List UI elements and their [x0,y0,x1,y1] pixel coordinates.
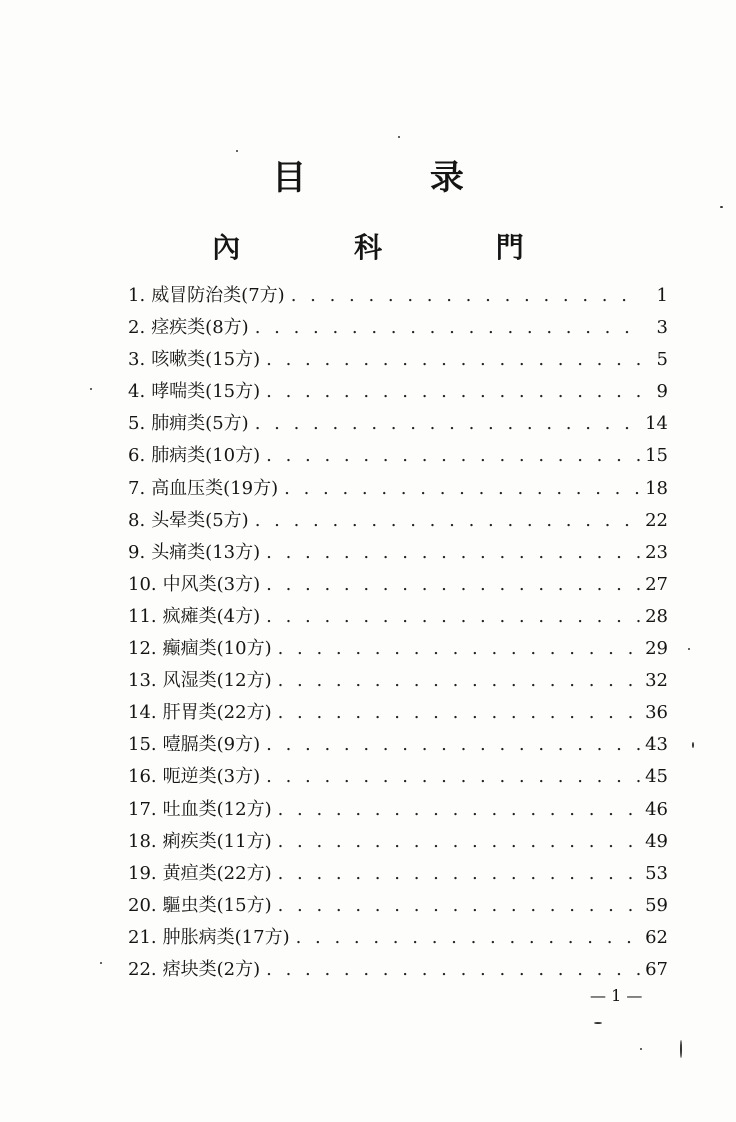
entry-title: 肺病类(10方) [151,445,261,467]
entry-page: 28 [645,605,668,627]
entry-number: 13. [128,670,157,692]
entry-title: 驅虫类(15方) [162,894,272,916]
entry-number: 1. [128,285,146,306]
dot-leader [284,473,640,505]
entry-title: 风湿类(12方) [162,670,272,692]
entry-title: 噎膈类(9方) [162,734,261,756]
entry-number: 15. [128,734,157,756]
dot-leader [278,697,640,729]
entry-number: 16. [128,766,157,788]
entry-title: 呃逆类(3方) [162,766,261,788]
entry-page: 45 [645,766,668,788]
entry-number: 22. [128,958,157,980]
entry-title: 哮喘类(15方) [151,381,261,403]
dot-leader [255,408,640,440]
entry-page: 59 [645,894,668,916]
entry-number: 2. [128,317,146,339]
entry-title: 肝胃类(22方) [162,702,272,724]
entry-title: 中风类(3方) [162,573,261,595]
dot-leader [266,601,640,633]
entry-number: 14. [128,702,157,724]
entry-title: 肿胀病类(17方) [162,926,290,948]
entry-page: 27 [645,573,668,595]
dot-leader [266,344,640,376]
entry-number: 6. [128,445,146,467]
entry-number: 18. [128,830,157,852]
toc-entry [128,858,668,890]
entry-title: 头痛类(13方) [151,541,261,563]
entry-title: 肺痈类(5方) [151,413,249,435]
dot-leader [278,858,640,890]
entry-number: 8. [128,509,146,531]
toc-entry [128,761,668,793]
entry-page: 43 [645,734,668,756]
entry-number: 3. [128,349,146,371]
toc-entry [128,794,668,826]
dot-leader [255,312,640,344]
entry-page: 1 [656,285,668,306]
entry-page: 62 [645,926,668,948]
entry-page: 9 [656,381,668,403]
toc-entry [128,376,668,408]
entry-title: 威冒防治类(7方) [151,285,285,306]
toc-entry [128,569,668,601]
toc-entry [128,537,668,569]
toc-entry [128,633,668,665]
entry-page: 15 [645,445,668,467]
dot-leader [266,569,640,601]
dot-leader [266,761,640,793]
entry-title: 高血压类(19方) [151,477,279,499]
entry-title: 疯瘫类(4方) [162,605,261,627]
entry-page: 49 [645,830,668,852]
toc-entry [128,505,668,537]
toc-entry [128,729,668,761]
toc-entry [128,890,668,922]
toc-entry [128,665,668,697]
toc-entry [128,440,668,472]
entry-title: 痢疾类(11方) [162,830,272,852]
entry-page: 23 [645,541,668,563]
entry-page: 3 [656,317,668,339]
toc-entry [128,408,668,440]
entry-title: 黄疸类(22方) [162,862,272,884]
entry-title: 痉疾类(8方) [151,317,249,339]
toc-entry [128,922,668,954]
entry-page: 18 [645,477,668,499]
section-heading: 內 科 門 [212,231,576,264]
entry-page: 29 [645,638,668,660]
dot-leader [255,505,640,537]
entry-number: 12. [128,638,157,660]
table-of-contents [128,280,668,986]
entry-number: 10. [128,573,157,595]
toc-entry [128,344,668,376]
toc-entry [128,601,668,633]
dot-leader [291,280,640,312]
entry-number: 4. [128,381,146,403]
toc-entry [128,312,668,344]
dot-leader [266,537,640,569]
entry-page: 36 [645,702,668,724]
entry-page: 46 [645,798,668,820]
entry-page: 53 [645,862,668,884]
entry-page: 67 [645,958,668,980]
entry-title: 头晕类(5方) [151,509,249,531]
toc-entry [128,280,668,312]
entry-title: 癫痼类(10方) [162,638,272,660]
entry-title: 痞块类(2方) [162,958,261,980]
dot-leader [278,665,640,697]
entry-number: 17. [128,798,157,820]
entry-page: 14 [645,413,668,435]
entry-page: 32 [645,670,668,692]
page-title: 目 录 [272,158,520,198]
toc-entry [128,826,668,858]
entry-number: 19. [128,862,157,884]
entry-page: 22 [645,509,668,531]
dot-leader [278,794,640,826]
entry-number: 7. [128,477,146,499]
dot-leader [266,729,640,761]
entry-number: 9. [128,541,146,563]
entry-title: 吐血类(12方) [162,798,272,820]
dot-leader [266,440,640,472]
dot-leader [266,954,640,986]
dot-leader [278,826,640,858]
dot-leader [266,376,640,408]
toc-entry [128,697,668,729]
entry-page: 5 [656,349,668,371]
entry-number: 21. [128,926,157,948]
entry-title: 咳嗽类(15方) [151,349,261,371]
dot-leader [278,633,640,665]
entry-number: 20. [128,894,157,916]
toc-entry [128,473,668,505]
entry-number: 5. [128,413,146,435]
dot-leader [278,890,640,922]
dot-leader [296,922,640,954]
toc-entry [128,954,668,986]
entry-number: 11. [128,605,157,627]
page-number: — 1 — [590,986,643,1005]
